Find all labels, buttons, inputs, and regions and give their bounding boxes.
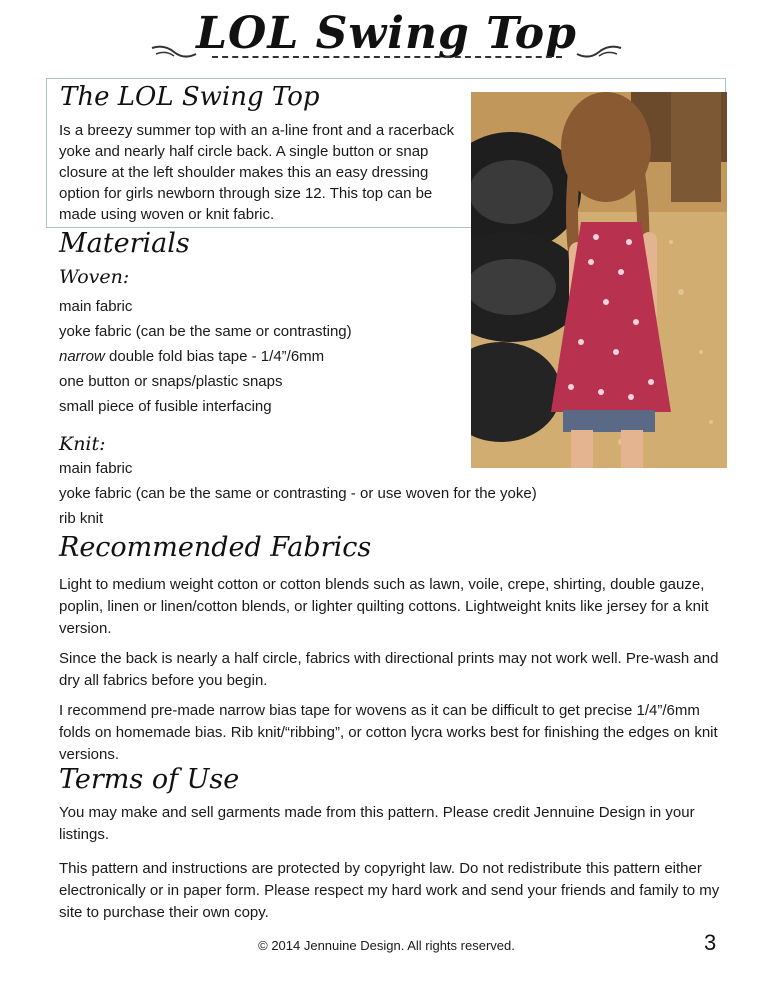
knit-materials-list xyxy=(59,456,719,531)
page-title: LOL Swing Top xyxy=(196,8,577,59)
terms-paragraph: This pattern and instructions are protected by copyright law. Do not redistribute this pattern either electronically or in paper form. Please respect my hard work and send your friends and family to my site to purchase their own copy. xyxy=(59,860,720,921)
title-dashed-underline xyxy=(212,56,562,58)
woven-heading: Woven: xyxy=(59,266,130,288)
list-item xyxy=(59,344,719,369)
terms-paragraph: You may make and sell garments made from this pattern. Please credit Jennuine Design in your listings. xyxy=(59,804,695,843)
list-item: main fabric xyxy=(59,460,133,477)
copyright-footer: © 2014 Jennuine Design. All rights reserved. xyxy=(258,938,515,953)
woven-materials-list xyxy=(59,294,719,419)
left-swash-ornament xyxy=(150,42,198,62)
knit-heading: Knit: xyxy=(59,433,106,455)
list-item-text: double fold bias tape - 1/4”/6mm xyxy=(109,348,325,365)
fabrics-paragraph: I recommend pre-made narrow bias tape for wovens as it can be difficult to get precise 1/4”/6mm folds on homemade bias. Rib knit/“ribbing”, or cotton lycra works best for finishing the edges on knit versions. xyxy=(59,702,718,763)
fabrics-paragraph: Light to medium weight cotton or cotton blends such as lawn, voile, crepe, shirting, double gauze, poplin, linen or linen/cotton blends, or lighter quilting cottons. Lightweight knits like jersey for a knit version. xyxy=(59,576,709,637)
materials-heading: Materials xyxy=(59,228,190,259)
list-item: main fabric xyxy=(59,298,133,315)
list-item: yoke fabric (can be the same or contrasting - or use woven for the yoke) xyxy=(59,485,537,502)
right-swash-ornament xyxy=(575,42,623,62)
fabrics-paragraph: Since the back is nearly a half circle, fabrics with directional prints may not work well. Pre-wash and dry all fabrics before you begin. xyxy=(59,650,719,689)
intro-heading: The LOL Swing Top xyxy=(60,82,320,112)
list-item: one button or snaps/plastic snaps xyxy=(59,373,283,390)
list-item: yoke fabric (can be the same or contrasting) xyxy=(59,323,352,340)
recommended-fabrics-heading: Recommended Fabrics xyxy=(59,532,372,563)
list-item: rib knit xyxy=(59,510,104,527)
list-item: small piece of fusible interfacing xyxy=(59,398,272,415)
emphasis-text: narrow xyxy=(59,348,105,365)
intro-text: Is a breezy summer top with an a-line front and a racerback yoke and nearly half circle back. A single button or snap closure at the left shoulder makes this an easy dressing option for girls newborn through size 12. This top can be made using woven or knit fabric. xyxy=(59,122,455,223)
page-number: 3 xyxy=(704,930,717,955)
terms-of-use-heading: Terms of Use xyxy=(59,764,240,795)
